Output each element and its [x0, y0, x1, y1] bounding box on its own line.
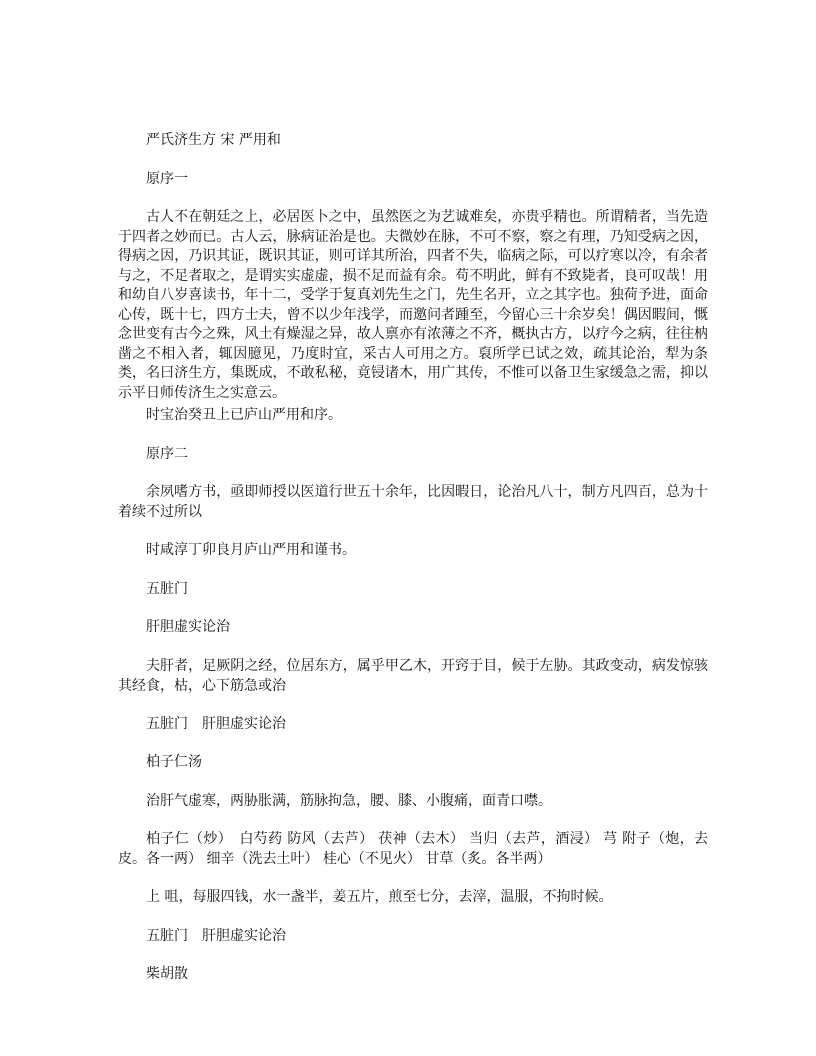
section-heading: 五脏门 肝胆虚实论治 — [146, 716, 286, 732]
preface2-date: 时咸淳丁卯良月庐山严用和谨书。 — [146, 542, 356, 558]
section-heading: 五脏门 肝胆虚实论治 — [146, 928, 286, 944]
formula-ingredients: 柏子仁（炒） 白芍药 防风（去芦） 茯神（去木） 当归（去芦，酒浸） 芎 附子（炮，去皮。各一两） 细辛（洗去土叶） 桂心（不见火） 甘草（炙。各半两） — [118, 831, 708, 867]
section-heading: 五脏门 — [146, 581, 188, 597]
preface2-body: 余夙嗜方书，亟即师授以医道行世五十余年，比因暇日，论治凡八十，制方凡四百，总为十着续不过所以 — [118, 484, 708, 520]
preface2-heading: 原序二 — [146, 446, 188, 462]
formula-name: 柴胡散 — [146, 966, 188, 982]
document-title: 严氏济生方 宋 严用和 — [146, 132, 281, 148]
preface1-body: 古人不在朝廷之上，必居医卜之中，虽然医之为艺诚难矣，亦贵乎精也。所谓精者，当先造于四者之妙而已。古人云，脉病证治是也。夫微妙在脉，不可不察，察之有理，乃知受病之因，得病之因，乃识其证，既识其证，则可详其所治，四者不失，临病之际，可以疗寒以冷，有余者与之，不足者取之，是谓实实虚虚，损不足而益有余。苟不明此，鲜有不致毙者，良可叹哉！用和幼自八岁喜读书，年十二，受学于复真刘先生之门，先生名开，立之其字也。独荷予进，面命心传，既十七，四方士夫，曾不以少年浅学，而邀问者踵至，今留心三十余岁矣！偶因暇间，慨念世变有古今之殊，风土有燥湿之异，故人禀亦有浓薄之不齐，概执古方，以疗今之病，往往枘凿之不相入者，辄因臆见，乃度时宜，采古人可用之方。裒所学已试之效，疏其论治，犁为条类，名曰济生方，集既成，不敢私秘，竟锓诸木，用广其传，不惟可以备卫生家缓急之需，抑以示平日师传济生之实意云。 — [118, 209, 708, 401]
preface1-heading: 原序一 — [146, 171, 188, 187]
section-subheading: 肝胆虚实论治 — [146, 619, 230, 635]
formula-name: 柏子仁汤 — [146, 754, 202, 770]
preface1-date: 时宝治癸丑上已庐山严用和序。 — [146, 407, 342, 423]
formula-indication: 治肝气虚寒，两胁胀满，筋脉拘急，腰、膝、小腹痛，面青口噤。 — [146, 793, 552, 809]
liver-intro-paragraph: 夫肝者，足厥阴之经，位居东方，属乎甲乙木，开窍于目，候于左胁。其政变动，病发惊骇其经食，枯，心下筋急或治 — [118, 658, 708, 694]
formula-usage: 上 咀，每服四钱，水一盏半，姜五片，煎至七分，去滓，温服，不拘时候。 — [146, 889, 613, 905]
